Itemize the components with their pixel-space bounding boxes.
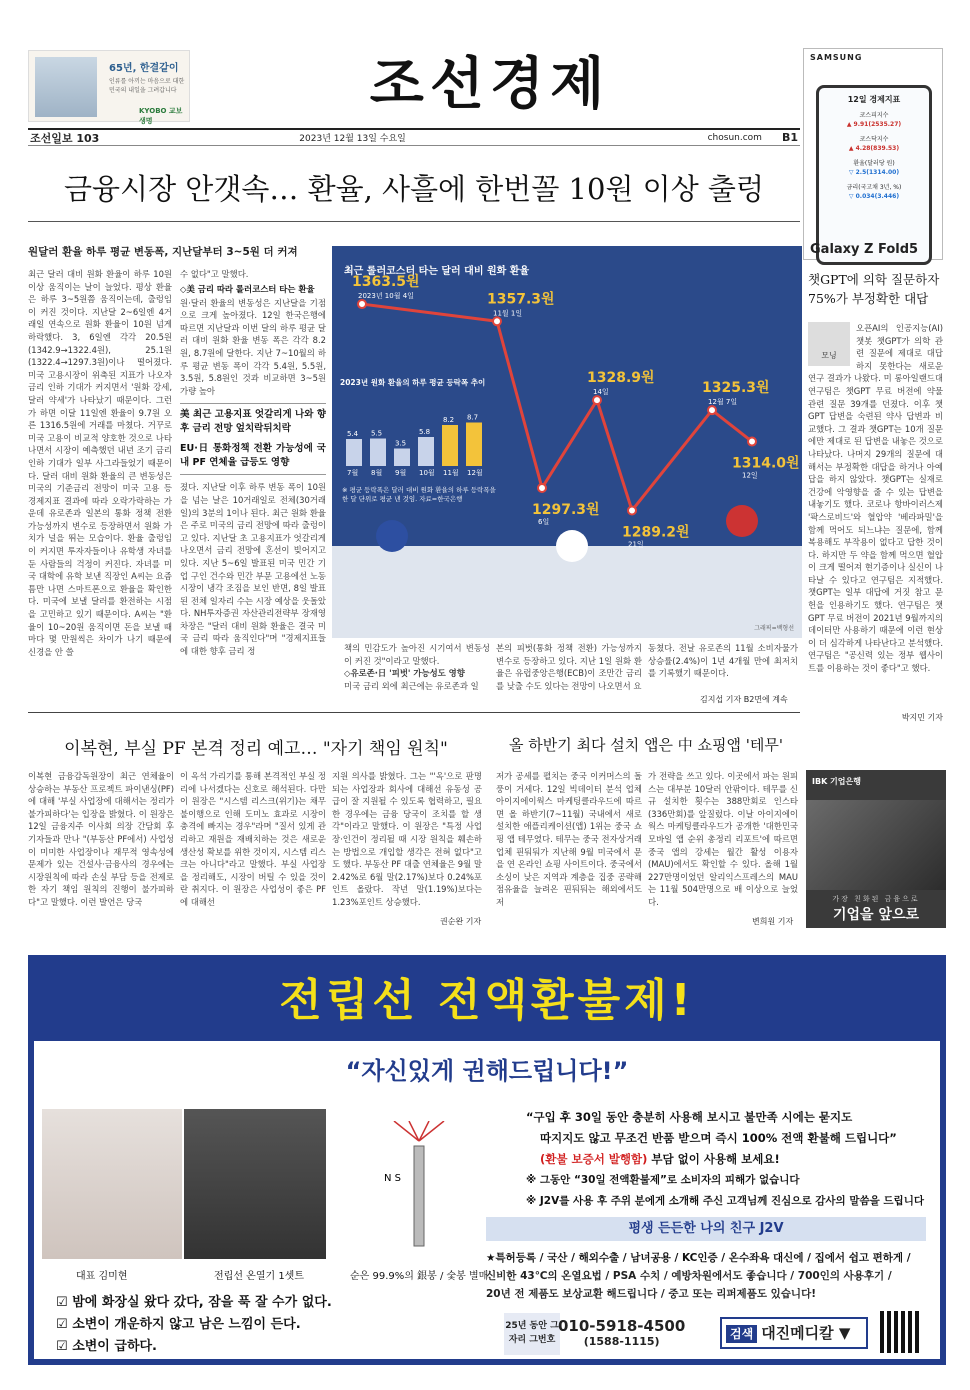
pullquote-1: 美 최근 고용지표 엇갈리게 나와 향후 금리 전망 엎치락뒤치락 (180, 403, 326, 436)
indicator-fx: 환율(달러당 원) ▽ 2.5(1314.00) (848, 160, 900, 176)
prostate-ad[interactable] (28, 955, 946, 1365)
chatgpt-body: 모닝 오픈AI의 인공지능(AI) 챗봇 챗GPT가 의학 관련 질문에 제대로 대답하지 못한다는 새로운 연구 결과가 나왔다. 미 롱아일랜드대 연구팀은 챗GPT 무료 버전에 약물 관련 질문 39개를 던졌다. 이후 챗GPT 답변을 숙련된 약사 답변과 비교했다. 그 결과 챗GPT는 10개 질문에만 제대로 된 답변을 내놓은 것으로 나타났다. 나머지 29개의 질문에 대해서는 부정확한 대답을 하거나 아예 답을 하지 않았다. 챗GPT는 실재로 건강에 악영향을 줄 수 있는 답변을 내놓기도 했다. 코로나 항바이러스제 '팍스로비드'와 혈압약 '베라파밀'을 함께 먹어도 되느냐는 질문에, 함께 복용해도 부작용이 없다고 답한 것이다. 하지만 두 약을 함께 먹으면 혈압이 크게 떨어져 현기증이나 실신이 나타날 수 있다고 연구팀은 지적했다. 챗GPT는 일부 대답에 거짓 참고 문헌을 인용하기도 했다. 연구팀은 챗GPT 무료 버전이 2021년 9월까지의 데이터만 사용하기 때문에 이런 현상이 더 심각하게 나타난다고 분석했다. 연구팀은 "공신력 있는 정부 웹사이트를 이용하는 것이 좋다"고 했다. (808, 323, 943, 674)
japan-flag-icon (556, 530, 588, 562)
inset-category: 11월 (443, 469, 459, 476)
byline-main: 김지섭 기자 B2면에 계속 (700, 695, 788, 704)
fx-point (708, 406, 716, 414)
ibk-line1: 가장 친화된 금융으로 (832, 895, 920, 903)
fx-value-label: 1328.9원 (587, 370, 655, 387)
inset-value: 3.5 (395, 439, 407, 448)
fx-point (358, 300, 366, 308)
inset-svg (340, 388, 492, 476)
inset-bar (418, 437, 434, 466)
check-1: ☑ 밤에 화장실 왔다 갔다, 잠을 푹 잘 수가 없다. (56, 1295, 332, 1310)
samsung-ad[interactable] (803, 48, 943, 260)
ad-guarantee: “구입 후 30일 동안 충분히 사용해 보시고 불만족 시에는 묻지도 따지지도 않고 무조건 반품 받으며 즉시 100% 전액 환불해 드립니다” (환불 보증서 발행함) 부담 없이 사용해 보세요! ※ 그동안 “30일 전액환불제”로 소비자의 피해가 없습니다 ※ J2V를 사용 후 주위 분에게 소개해 주신 고객님께 진심으로 감사의 말씀을 드립니다 (526, 1110, 924, 1207)
product-photo (184, 1109, 326, 1259)
indicator-kosdaq: 코스닥지수 ▲ 4.28(839.53) (848, 136, 900, 152)
fx-point (748, 438, 756, 446)
inset-bar (442, 425, 458, 466)
indicator-title: 12일 경제지표 (847, 95, 901, 104)
ad-phone[interactable]: 010-5918-4500 (1588-1115) (558, 1317, 686, 1348)
fx-value-label: 1297.3원 (532, 501, 600, 518)
tail-col1: 책의 민감도가 높아진 시기여서 변동성이 커진 것"이라고 말했다. ◇유로존·日 '피벗' 가능성도 영향 미국 금리 외에 최근에는 유로존과 일 (344, 643, 490, 691)
ad-line1: 65년, 한결같이 (109, 63, 179, 74)
inset-value: 8.2 (443, 416, 455, 424)
main-subhead: 원달러 환율 하루 평균 변동폭, 지난달부터 3~5원 더 커져 (28, 246, 298, 258)
ad-banner: 전립선 전액환불제! (34, 961, 940, 1041)
fx-date-label: 6일 (538, 517, 550, 526)
fx-value-label: 1357.3원 (487, 291, 555, 308)
temu-headline[interactable]: 올 하반기 최다 설치 앱은 中 쇼핑앱 '테무' (509, 736, 783, 754)
temu-col1: 저가 공세를 펼치는 중국 이커머스의 돌풍이 거세다. 12일 빅데이터 분석 업체 아이지에이웍스 마케팅클라우드에 따르면 올 하반기(7~11월) 국내에서 새로 설치한 애플리케이션(앱) 1위는 중국 쇼핑 앱 테무였다. 테무는 중국 전자상거래 업체 핀둬둬가 지난해 9월 미국에서 문을 연 온라인 쇼핑 사이트이다. 중국에서 소싱이 낮은 지역과 계층을 집중 공략해 점유율을 늘려온 핀둬둬는 해외에서도 저 (496, 771, 642, 907)
pf-col2: 이 옥석 가리기를 통해 본격적인 부실 정리에 나서겠다는 신호로 해석된다. 다만 이 원장은 "시스템 리스크(위기)는 채무 불이행으로 인해 도미노 효과로 시장이 충격에 빠지는 경우"라며 "질서 있게 관리하고 재원을 재배치하는 것은 새로운 생산성 확보를 위한 것이지, 시스템 리스크는 아니다"라고 말했다. 부실 사업장을 정리해도, 시장이 버틸 수 있을 것이란 취지다. 이 원장은 사업성이 좋은 PF에 대해선 (180, 771, 326, 907)
rod-image (354, 1121, 484, 1261)
morning-badge: 모닝 (808, 322, 850, 366)
ad-search-box[interactable]: 검색 대진메디칼 ▼ (720, 1317, 868, 1349)
ad-quote: “자신있게 권해드립니다!” (345, 1057, 629, 1085)
inset-value: 8.7 (467, 413, 479, 422)
paper-label: 조선일보 103 (30, 131, 100, 145)
fx-date-label: 12월 7일 (708, 398, 738, 407)
search-tag: 검색 (726, 1325, 757, 1343)
fx-date-label: 14일 (593, 388, 609, 397)
fx-date-label: 2023년 10월 4일 (358, 292, 414, 301)
meeting-photo (806, 800, 946, 890)
inset-value: 5.4 (347, 430, 359, 438)
kyobo-ad[interactable] (28, 50, 190, 125)
chatgpt-headline[interactable]: 챗GPT에 의학 질문하자 75%가 부정확한 대답 (808, 272, 940, 306)
chatgpt-story (808, 270, 943, 723)
ad-line2: 인류를 아끼는 마음으로 대한민국의 내일을 그려갑니다 (109, 78, 185, 94)
dateline (28, 128, 800, 146)
inset-category: 8월 (371, 469, 383, 476)
tail-col3: 동쳤다. 전날 유로존의 11월 소비자물가 상승률(2.4%)이 1년 4개월 만에 최저치를 기록했기 때문이다. (648, 643, 798, 679)
ad-brand: KYOBO 교보생명 (139, 107, 183, 125)
check-2: ☑ 소변이 개운하지 않고 남은 느낌이 든다. (56, 1317, 301, 1332)
qr-code-icon[interactable] (880, 1311, 922, 1353)
main-col2: 수 없다"고 말했다. ◇美 금리 따라 롤러코스터 타는 환율 원·달러 환율의 변동성은 지난달을 기점으로 크게 높아졌다. 12일 한국은행에 따르면 지난달과 이번 달의 하루 평균 달러 대비 원화 환율 변동 폭은 각각 8.2원, 8.7원에 달한다. 지난 7~10월의 하루 평균 변동 폭이 각각 5.4원, 5.5원, 3.5원, 5.8원인 것과 비교하면 3~5원가량 높아 美 최근 고용지표 엇갈리게 나와 향후 금리 전망 엎치락뒤치락 EU·日 통화정책 전환 가능성에 국내 PF 연체율 급등도 영향 졌다. 지난달 이후 하루 변동 폭이 10원을 넘는 날은 10거래일로 전체(30거래일)의 3분의 1이나 된다. 최근 원화 환율은 주로 미국의 금리 전망에 따라 출렁이고 있다. 지난달 초 고용지표가 엇갈리게 나오면서 금리 전망에 혼선이 빚어지고 있다. 지난 5~6일 발표된 미국 민간 기업 구인 건수와 민간 부문 고용에선 노동시장이 냉각 조짐을 보인 반면, 8일 발표된 전체 일자리 수는 시장 예상을 웃돌았다. NH투자증권 자산관리전략부 장재영 차장은 "달러 대비 원화 환율은 결국 미국 금리 따라 움직인다"며 "경제지표들에 대한 향후 금리 정 (180, 269, 326, 657)
inset-category: 9월 (395, 469, 407, 476)
ad-friend: 평생 든든한 나의 친구 J2V (486, 1217, 926, 1241)
pullquote-2: EU·日 통화정책 전환 가능성에 국내 PF 연체율 급등도 영향 (180, 442, 326, 475)
samsung-brand: SAMSUNG (810, 53, 863, 62)
inset-bar (394, 449, 410, 467)
inset-chart (340, 378, 492, 490)
inset-bar (346, 439, 362, 466)
fx-value-label: 1325.3원 (702, 380, 770, 397)
cap-product: 전립선 온열기 1셋트 (214, 1271, 304, 1282)
ad-features: ★특허등록 / 국산 / 해외수출 / 남녀공용 / KC인증 / 온수좌욕 대신에 / 집에서 쉽고 편하게 / 신비한 43℃의 온열요법 / PSA 수치 / 예방차원에서도 좋습니다 / 700인의 사용후기 / 20년 전 제품도 보상교환 해드립니다 / 중고 또는 리퍼제품도 있습니다! (486, 1252, 911, 1300)
section: B1 (781, 131, 798, 144)
us-flag-icon (726, 505, 758, 537)
fx-point (538, 484, 546, 492)
pf-col3: 지원 의사를 밝혔다. 그는 "'옥'으로 판명되는 사업장과 회사에 대해선 유동성 공급이 잘 지원될 수 있도록 협력하고, 필요한 경우에는 금융 당국이 조치를 할 생각"이라고 말했다. 이 원장은 "특정 사업장·인건이 정리될 때 시장 원칙을 훼손하는 방법으로 개입할 생각은 전혀 없다"고도 했다. 부동산 PF 대출 연체율은 9월 말 2.42%로 6월 말(2.17%)보다 0.24%포인트 올랐다. 작년 말(1.19%)보다는 1.23%포인트 상승했다. (332, 771, 482, 907)
chart-title: 최근 롤러코스터 타는 달러 대비 원화 환율 (344, 266, 530, 277)
ibk-logo: IBK 기업은행 (812, 777, 861, 786)
inset-bar (370, 439, 386, 467)
ibk-line2: 기업을 앞으로 (832, 907, 920, 923)
byline-chatgpt: 박지민 기자 (901, 713, 943, 722)
inset-category: 12월 (467, 469, 483, 476)
fx-point (493, 317, 501, 325)
indicator-rate: 금리(국고채 3년, %) ▽ 0.034(3.446) (846, 184, 902, 200)
fx-value-label: 1289.2원 (622, 524, 690, 541)
site[interactable]: chosun.com (707, 132, 762, 143)
check-3: ☑ 소변이 급하다. (56, 1339, 157, 1354)
fx-chart (332, 246, 802, 638)
fx-point (628, 506, 636, 514)
cap-ceo: 대표 김미현 (76, 1271, 128, 1282)
indicator-kospi: 코스피지수 ▲ 9.91(2535.27) (846, 112, 902, 128)
building-image (35, 57, 97, 117)
eu-flag-icon (376, 520, 408, 552)
cap-rod: 순은 99.9%의 銀봉 / 숯봉 별매 (350, 1271, 489, 1282)
main-col1: 최근 달러 대비 원화 환율이 하루 10원 이상 움직이는 날이 늘었다. 평상 환율은 하루 3~5원쯤 움직이는데, 출렁임이 커진 것이다. 지난달 2~6일엔 4거래일 연속으로 원화 환율이 10원 넘게 하락했다. 3, 6일엔 각각 20.5원(1342.9→1322.4원), 25.1원(1322.4→1297.3원)이나 떨어졌다. 미국 고용시장이 위축된 지표가 나오자 금리 인하 기대가 커지면서 '원화 강세, 달러 약세'가 나타났기 때문이다. 그런가 하면 이달 11일엔 환율이 9.7원 오른 1316.5원에 거래를 마쳤다. 거꾸로 미국 고용이 비교적 양호한 것으로 나타나면서 시장이 예측했던 내년 조기 금리 인하 기대가 일부 사그라들었기 때문이다. 달러 대비 원화 환율의 큰 변동성은 미국의 기준금리 전망이 미국 고용 등 경제지표 결과에 따라 오락가락하는 가운데 유로존과 일본의 통화 정책 전환 가능성까지 변수로 등장하면서 원화 가치가 널을 뛰는 모습이다. 환율 출렁임이 커지면 투자자들이나 유학생 자녀를 둔 사람들의 걱정이 커진다. 자녀를 미국 대학에 유학 보낸 직장인 A씨는 요즘 틈만 나면 스마트폰으로 환율을 확인한다. 미국에 보낼 달러를 환전하는 시점을 고민하고 있기 때문이다. A씨는 "환율이 10~20원 움직이면 돈을 보낼 때마다 몇 만원씩은 차이가 나기 때문에 신경을 안 쓸 (28, 269, 172, 657)
newspaper-title: 조선경제 (369, 51, 611, 117)
ceo-photo (42, 1109, 182, 1259)
inset-value: 5.5 (371, 429, 383, 438)
fx-value-label: 1314.0원 (732, 455, 800, 472)
fx-date-label: 11월 1일 (493, 309, 523, 318)
fx-value-label: 1363.5원 (352, 274, 420, 291)
inset-category: 10월 (419, 469, 435, 476)
inset-bar (466, 423, 482, 467)
chart-credit: 그래픽=백형선 (754, 625, 794, 632)
inset-category: 7월 (347, 469, 359, 476)
fx-date-label: 12일 (742, 471, 758, 480)
byline-pf: 권순완 기자 (440, 917, 482, 926)
chart-note: ※ 평균 등락폭은 달러 대비 원화 환율의 하루 등락폭을 한 달 단위로 평균 낸 것임. 자료=한국은행 (342, 486, 496, 503)
fx-point (593, 396, 601, 404)
fx-date-label: 21일 (628, 540, 644, 549)
ns-label: N S (384, 1173, 402, 1184)
ad-years: 25년 동안 그자리 그번호 (504, 1313, 560, 1355)
byline-temu: 변희원 기자 (752, 917, 794, 926)
inset-title: 2023년 원화 환율의 하루 평균 등락폭 추이 (340, 378, 486, 387)
date: 2023년 12월 13일 수요일 (299, 134, 406, 144)
crosshead-1: ◇美 금리 따라 롤러코스터 타는 환율 (180, 283, 315, 294)
phone-image (816, 85, 932, 265)
inset-value: 5.8 (419, 428, 431, 436)
divider (28, 712, 800, 713)
tail-col2: 본의 피벗(통화 정책 전환) 가능성까지 변수로 등장하고 있다. 지난 1일 원화 환율은 유럽중앙은행(ECB)이 조만간 금리를 낮출 수도 있다는 전망이 나오면서 요 (496, 643, 642, 691)
main-headline[interactable]: 금융시장 안갯속… 환율, 사흘에 한번꼴 10원 이상 출렁 (28, 160, 800, 222)
product-name: Galaxy Z Fold5 (810, 242, 919, 257)
pf-headline[interactable]: 이복현, 부실 PF 본격 정리 예고… "자기 책임 원칙" (64, 739, 448, 759)
temu-col2: 가 전략을 쓰고 있다. 이곳에서 파는 원피스는 대부분 10달러 안팎이다. 테무를 신규 설치한 횟수는 388만회로 인스타(336만회)를 앞질렀다. 이날 아이지에이웍스 마케팅클라우드가 공개한 '대한민국 모바일 앱 순위 총정리 리포트'에 따르면 중국 앱의 강세는 월간 활성 이용자(MAU)에서도 확인할 수 있다. 올해 1월 227만명이었던 알리익스프레스의 MAU는 11월 504만명으로 배 이상으로 늘었다. (648, 771, 798, 907)
pf-col1: 이복현 금융감독원장이 최근 연체율이 상승하는 부동산 프로젝트 파이낸싱(PF)에 대해 '부실 사업장에 대해서는 정리가 불가피하다'는 입장을 밝혔다. 이 원장은 12일 금융지주 이사회 의장 간담회 후 기자들과 만나 "(부동산 PF에서) 사업성이 미미한 사업장이나 재무적 영속성에 문제가 있는 건설사·금융사의 경우에는 시장원칙에 따라 손실 부담 등을 전제로 한 자기 책임 원칙의 진행이 불가피하다"고 말했다. 이런 발언은 당국 (28, 771, 174, 907)
ibk-ad[interactable] (806, 770, 946, 928)
